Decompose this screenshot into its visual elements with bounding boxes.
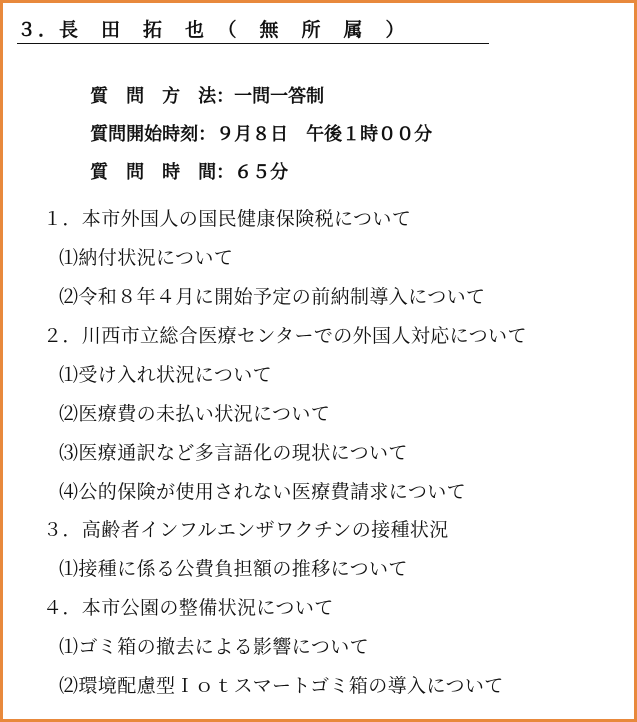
question-3-1: ⑴接種に係る公費負担額の推移について xyxy=(59,558,408,580)
question-2-3: ⑶医療通訳など多言語化の現状について xyxy=(59,442,408,464)
method-label: 質 問 方 法 xyxy=(90,86,217,107)
method-separator: ： xyxy=(216,86,235,107)
start-value: ９月８日 午後１時００分 xyxy=(216,124,433,145)
start-separator: ： xyxy=(198,124,217,145)
question-3: ３．高齢者インフルエンザワクチンの接種状況 xyxy=(43,519,449,541)
question-4: ４．本市公園の整備状況について xyxy=(43,597,334,619)
question-2-1: ⑴受け入れ状況について xyxy=(59,364,273,386)
speaker-heading: ３．長 田 拓 也 （ 無 所 属 ） xyxy=(17,19,407,41)
question-2-4: ⑷公的保険が使用されない医療費請求について xyxy=(59,481,467,503)
question-4-2: ⑵環境配慮型Ｉｏｔスマートゴミ箱の導入について xyxy=(59,675,504,697)
question-4-1: ⑴ゴミ箱の撤去による影響について xyxy=(59,636,370,658)
question-1-2: ⑵令和８年４月に開始予定の前納制導入について xyxy=(59,286,486,308)
question-2-2: ⑵医療費の未払い状況について xyxy=(59,403,331,425)
heading-block xyxy=(17,17,407,43)
duration-separator: ： xyxy=(216,162,235,183)
heading-underline xyxy=(17,43,489,44)
question-1: １．本市外国人の国民健康保険税について xyxy=(43,208,412,230)
question-2: ２．川西市立総合医療センターでの外国人対応について xyxy=(43,325,527,347)
duration-label: 質 問 時 間 xyxy=(90,162,217,183)
meta-duration xyxy=(65,137,288,209)
start-label: 質問開始時刻 xyxy=(90,124,199,145)
method-value: 一問一答制 xyxy=(234,86,325,107)
duration-value: ６５分 xyxy=(234,162,289,183)
question-1-1: ⑴納付状況について xyxy=(59,247,234,269)
